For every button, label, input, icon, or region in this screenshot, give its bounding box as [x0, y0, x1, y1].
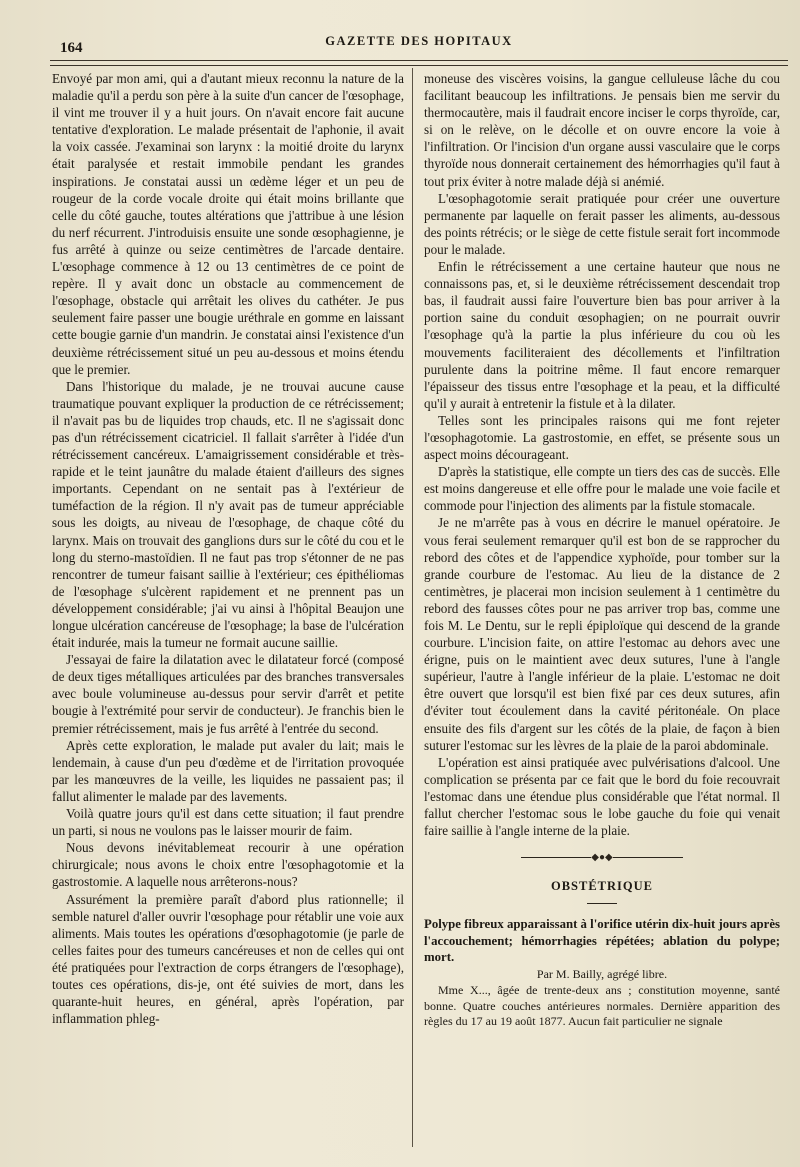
section-rule [587, 903, 617, 904]
section-ornament: ◆●◆ [424, 849, 780, 866]
article-text: Mme X..., âgée de trente-deux ans ; constitution moyenne, santé bonne. Quatre couches antérieures normales. Dernière apparition des règles du 17 au 19 août 1877. Aucun fait particulier ne signale [424, 983, 780, 1028]
left-column [52, 70, 404, 1149]
paragraph: Telles sont les principales raisons qui me font rejeter l'œsophagotomie. La gastrostomie, en effet, se présente sous un aspect moins décourageant. [424, 412, 780, 463]
journal-title: GAZETTE DES HOPITAUX [325, 34, 513, 48]
page-header [50, 30, 788, 60]
column-divider [412, 68, 413, 1147]
paragraph: moneuse des viscères voisins, la gangue celluleuse lâche du cou facilitant beaucoup les infiltrations. Je pensais bien me servir du thermocautère, mais il faudrait encore inciser le corps thyroïde, car, si on le relève, on le décolle et on ouvre encore la voie à l'infiltration. Or l'incision d'un organe aussi vasculaire que le corps thyroïde nous donnerait certainement des hémorrhagies qu'il faut à tout prix éviter à notre malade déjà si anémié. [424, 71, 780, 189]
paragraph: Je ne m'arrête pas à vous en décrire le manuel opératoire. Je vous ferai seulement remarquer qu'il est bon de se rapprocher du rebord des côtes et de l'appendice xyphoïde, pour tomber sur la grande courbure de l'estomac. Au lieu de la distance de 2 centimètres, je placerai mon incision seulement à 1 centimètre du rebord des fausses côtes pour ne pas arriver trop bas, comme une fois M. Le Dentu, sur le repli épiploïque qui descend de la grande courbure. L'incision faite, on attire l'estomac au dehors avec une érigne, puis on le maintient avec deux sutures, l'une à l'angle supérieur, l'autre à l'angle inférieur de la plaie. L'estomac ne doit être ouvert que lorsqu'il est bien fixé par ces deux sutures, afin d'éviter tout écoulement dans la cavité péritonéale. On place ensuite des fils d'argent sur les côtés de la plaie, de façon à bien suturer l'estomac sur les lèvres de la plaie de la paroi abdominale. [424, 515, 780, 753]
paragraph: Assurément la première paraît d'abord plus rationnelle; il semble naturel d'aller ouvrir l'œsophage pour rétablir une voie aux aliments. Mais toutes les opérations d'œsophagotomie (je parle de celles faites pour des tumeurs cancéreuses et non de celles qui ont été pratiquées pour l'extraction de corps étrangers de l'œsophage), toutes ces opérations, dis-je, ont été suivies de mort, dans les quarante-huit heures, en général, après l'opération, par inflammation phleg- [52, 891, 404, 1027]
article-title: Polype fibreux apparaissant à l'orifice utérin dix-huit jours après l'accouchement; hémorrhagies répétées; ablation du polype; mort. [424, 917, 780, 965]
paragraph: D'après la statistique, elle compte un tiers des cas de succès. Elle est moins dangereuse et elle offre pour le malade une voie facile et commode pour l'injection des aliments par la fistule stomacale. [424, 464, 780, 514]
paragraph: Enfin le rétrécissement a une certaine hauteur que nous ne connaissons pas, et, si le deuxième rétrécissement descendait trop bas, il faudrait aussi faire l'ouverture bien bas pour arriver à la portion saine du conduit œsophagien; on ne pourrait ouvrir l'œsophage qu'à la partie la plus inférieure du cou où les mouvements faciliteraient des décollements et l'infiltration purulente dans la poitrine même. Il faut encore remarquer l'épaisseur des tissus entre l'œsophage et la peau, et la difficulté qu'il y aurait à entretenir la fistule et à la dilater. [424, 259, 780, 411]
section-title: OBSTÉTRIQUE [550, 879, 653, 894]
paragraph: J'essayai de faire la dilatation avec le dilatateur forcé (composé de deux tiges métalliques articulées par des branches transversales avec boule volumineuse au-dessus pour servir d'arrêt et petite bougie à l'extrémité pour servir de conducteur). Je franchis bien le premier rétrécissement, mais je fus arrêté à l'entrée du second. [52, 652, 404, 736]
paragraph: Voilà quatre jours qu'il est dans cette situation; il faut prendre un parti, si nous ne voulons pas le laisser mourir de faim. [52, 806, 404, 839]
paragraph: L'opération est ainsi pratiquée avec pulvérisations d'alcool. Une complication se présenta par ce fait que le bord du foie recouvrait l'estomac dans une étendue plus considérable que l'état normal. Il fallut chercher l'estomac sous le lobe gauche du foie qui venait faire saillie à l'angle interne de la plaie. [424, 754, 780, 839]
paragraph: Dans l'historique du malade, je ne trouvai aucune cause traumatique pouvant expliquer la production de ce rétrécissement; il n'avait pas bu de liquides trop chauds, etc. Il ne s'agissait donc pas d'un rétrécissement cicatriciel. Il fallait s'arrêter à l'idée d'un rétrécissement cancéreux. L'amaigrissement considérable et très-rapide et le teint jaunâtre du malade étaient d'ailleurs des signes importants. Cependant on ne sentait pas à l'extérieur de tuméfaction de la région. Il n'y avait pas de tumeur appréciable sous les doigts, au niveau de l'œsophage, de chaque côté du larynx. Mais on trouvait des ganglions durs sur le côté du cou et le long du sterno-mastoïdien. Il ne faut pas trop s'étonner de ne pas rencontrer de tumeur faisant saillie à l'extérieur; ces épithéliomas de l'œsophage s'ulcèrent rapidement et ne prennent pas un développement considérable; j'ai vu ainsi à l'hôpital Beaujon une longue ulcération cancéreuse de l'œsophage; la base de l'ulcération était indurée, mais la tumeur ne formait aucune saillie. [52, 378, 404, 651]
page-number: 164 [60, 40, 83, 56]
article-byline: Par M. Bailly, agrégé libre. [536, 966, 668, 981]
paragraph: Après cette exploration, le malade put avaler du lait; mais le lendemain, à cause d'un peu d'œdème et de l'irritation provoquée par les manœuvres de la veille, les liquides ne passaient pas; il fallut alimenter le malade par des lavements. [52, 737, 404, 804]
paragraph: L'œsophagotomie serait pratiquée pour créer une ouverture permanente par laquelle on ferait passer les aliments, au-dessous des points rétrécis; or le siège de cette fistule serait fort incommode pour le malade. [424, 190, 780, 257]
header-rule [50, 60, 788, 66]
paragraph: Nous devons inévitablemeat recourir à une opération chirurgicale; nous avons le choix entre l'œsophagotomie et la gastrostomie. A laquelle nous arrêterons-nous? [52, 840, 404, 890]
paragraph: Envoyé par mon ami, qui a d'autant mieux reconnu la nature de la maladie qu'il a perdu son père à la suite d'un cancer de l'œsophage, il vint me trouver il y a huit jours. On n'avait encore fait aucune tentative d'exploration. Le malade présentait de l'aphonie, il avait la voix cassée. J'examinai son larynx : la moitié droite du larynx était paralysée et restait immobile pendant les grandes inspirations. Je constatai aussi un œdème léger et un peu de rougeur de la corde vocale droite qui était moins brillante que celle du côté gauche, toutes altérations que j'attribue à une lésion du nerf récurrent. J'introduisis ensuite une sonde œsophagienne, je fus arrêté à quinze ou seize centimètres de l'arcade dentaire. L'œsophage commence à 12 ou 13 centimètres de ce point de repère. Il y avait donc un obstacle au commencement de l'œsophage, obstacle qui arrêtait les olives du cathéter. Je pus seulement faire passer une bougie uréthrale en gomme en laissant cette bougie garnie d'un mandrin. Je constatai ainsi l'existence d'un deuxième rétrécissement situé un peu au-dessous et moins étendu que le premier. [52, 71, 404, 377]
right-column [424, 70, 780, 1149]
